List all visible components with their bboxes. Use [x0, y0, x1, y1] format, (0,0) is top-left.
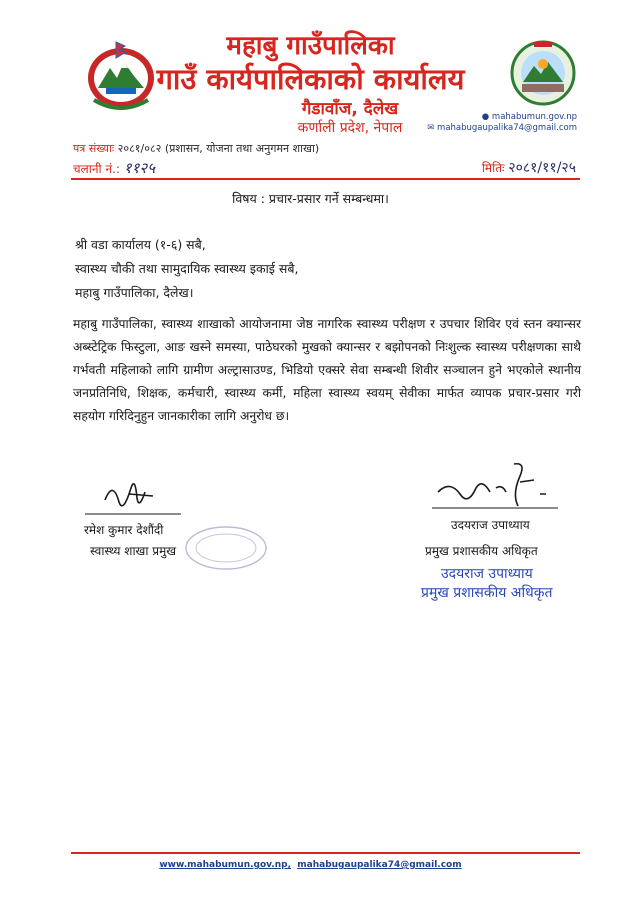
office-place: गैडावाँज, दैलेख — [301, 99, 399, 119]
footer-contacts — [0, 860, 621, 870]
left-signatory-name: रमेश कुमार देशौंदी — [84, 523, 164, 537]
addressee-line: महाबु गाउँपालिका, दैलेख। — [75, 285, 194, 300]
right-signatory-name: उदयराज उपाध्याय — [451, 518, 530, 532]
date-value: २०८१/११/२५ — [508, 160, 576, 176]
reference-value: २०८१/०८२ (प्रशासन, योजना तथा अनुगमन शाखा) — [117, 142, 320, 155]
office-province: कर्णाली प्रदेश, नेपाल — [297, 120, 403, 136]
right-signatory-title: प्रमुख प्रशासकीय अधिकृत — [425, 544, 538, 558]
left-signature — [83, 470, 183, 518]
officer-stamp-title: प्रमुख प्रशासकीय अधिकृत — [421, 585, 553, 601]
addressee-line: स्वास्थ्य चौकी तथा सामुदायिक स्वास्थ्य इकाई सबै, — [75, 261, 299, 276]
letter-body: महाबु गाउँपालिका, स्वास्थ्य शाखाको आयोजनामा जेष्ठ नागरिक स्वास्थ्य परीक्षण र उपचार शिविर एवं स्तन क्यान्सर अब्स्टेट्रिक फिस्टुला, आङ खस्ने समस्या, पाठेघरको मुखको क्यान्सर र बझोपनको निःशुल्क स्वास्थ्य परीक्षणका साथै गर्भवती महिलाको लागि ग्रामीण अल्ट्रासाउण्ड, भिडियो एक्सरे सेवा सम्बन्धी शिवीर सञ्चालन हुने भएकोले स्थानीय जनप्रतिनिधि, शिक्षक, कर्मचारी, स्वास्थ्य कर्मी, महिला स्वास्थ्य स्वयम् सेवीका मार्फत व्यापक प्रचार-प्रसार गरी सहयोग गरिदिनुहुन जानकारीका लागि अनुरोध छ। — [73, 317, 581, 423]
left-signatory-title: स्वास्थ्य शाखा प्रमुख — [90, 544, 177, 558]
officer-stamp-name: उदयराज उपाध्याय — [441, 566, 533, 582]
footer-divider — [71, 852, 580, 854]
footer-email-link[interactable]: mahabugaupalika74@gmail.com — [297, 860, 462, 870]
letter-subject: विषय : प्रचार-प्रसार गर्ने सम्बन्धमा। — [232, 191, 389, 206]
footer-website-link[interactable]: www.mahabumun.gov.np, — [159, 860, 291, 870]
header-divider — [71, 178, 580, 180]
reference-line — [73, 141, 319, 156]
office-name: गाउँ कार्यपालिकाको कार्यालय — [156, 62, 465, 96]
municipality-name: महाबु गाउँपालिका — [226, 31, 395, 61]
municipality-logo — [510, 40, 576, 106]
dispatch-value: ११२५ — [123, 159, 155, 177]
health-section-stamp — [182, 523, 270, 573]
reference-label: पत्र संख्याः — [73, 142, 115, 155]
right-signature — [430, 458, 560, 514]
letter-date — [482, 158, 576, 177]
date-label: मितिः — [481, 161, 505, 175]
dispatch-label: चलानी नं.: — [73, 162, 120, 176]
header-email[interactable]: ✉ mahabugaupalika74@gmail.com — [427, 123, 577, 133]
header-website[interactable]: ● mahabumun.gov.np — [481, 112, 577, 122]
dispatch-number — [73, 158, 155, 178]
addressee-line: श्री वडा कार्यालय (१-६) सबै, — [75, 237, 206, 252]
